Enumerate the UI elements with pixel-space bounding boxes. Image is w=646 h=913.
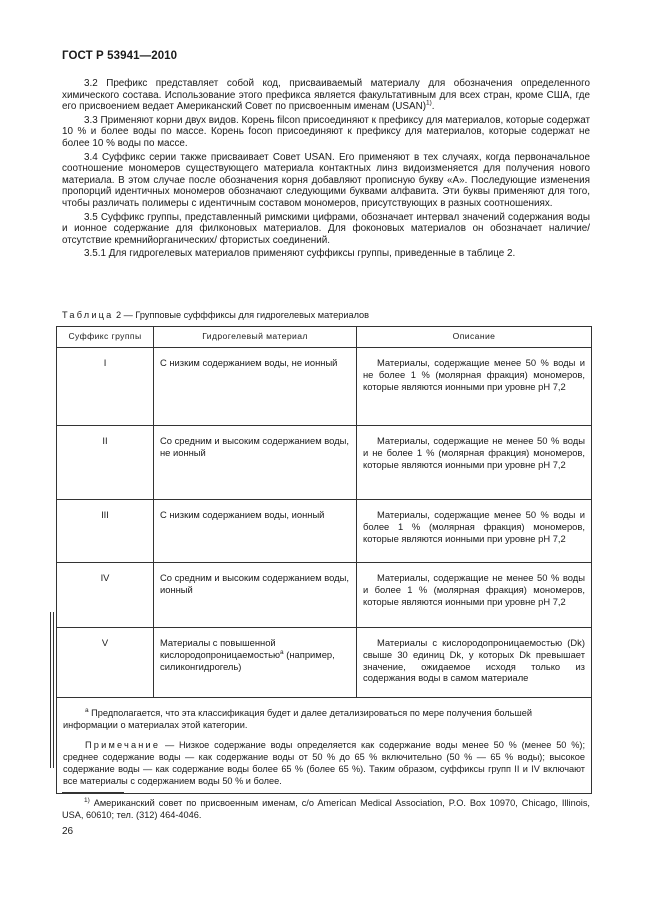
footnote-divider [62, 792, 124, 793]
standard-header: ГОСТ Р 53941—2010 [62, 50, 178, 62]
paragraph-3-5: 3.5 Суффикс группы, представленный римскими цифрами, обозначает интервал значений содержания воды и ионное содержание для филконовых материалов. Для фоконовых материалов он обозначает наличие/отсутствие кремнийорганических/ фтористых соединений. [62, 211, 590, 246]
table-header-row [57, 327, 592, 348]
cell-material: Материалы с повышенной кислородопроницаемостью$^a$ (например, силиконгидрогель) [154, 628, 357, 698]
table-row [57, 628, 592, 698]
footnote-ref: 1) [426, 99, 432, 107]
cell-suffix: V [57, 628, 154, 698]
cell-description: Материалы, содержащие не менее 50 % воды и не более 1 % (молярная фракция) мономеров, которые являются ионными при уровне рН 7,2 [357, 426, 592, 500]
table-row [57, 426, 592, 500]
cell-description: Материалы, содержащие менее 50 % воды и более 1 % (молярная фракция) мономеров, которые являются ионными при уровне рН 7,2 [357, 500, 592, 563]
page-footnote: $^{1)}$ Американский совет по присвоенным именам, c/o American Medical Association, P.O. Box 10970, Chicago, Illinois, USA, 60610; тел. (312) 464-4046. [62, 796, 590, 820]
cell-material: Со средним и высоким содержанием воды, не ионный [154, 426, 357, 500]
revision-margin-bar [50, 612, 54, 768]
header-material: Гидрогелевый материал [154, 327, 357, 348]
cell-suffix: II [57, 426, 154, 500]
table-row [57, 563, 592, 628]
paragraph-3-5-1: 3.5.1 Для гидрогелевых материалов применяют суффиксы группы, приведенные в таблице 2. [84, 248, 516, 260]
group-suffix-table [56, 326, 592, 794]
cell-material: С низким содержанием воды, ионный [154, 500, 357, 563]
footnote-a-ref: a [280, 648, 284, 656]
cell-material: С низким содержанием воды, не ионный [154, 348, 357, 426]
page-number: 26 [62, 826, 74, 837]
cell-description: Материалы, содержащие менее 50 % воды и не более 1 % (молярная фракция) мономеров, которые являются ионными при уровне рН 7,2 [357, 348, 592, 426]
cell-suffix: IV [57, 563, 154, 628]
cell-material: Со средним и высоким содержанием воды, ионный [154, 563, 357, 628]
table-footnote-a: $^a$ Предполагается, что эта классификация будет и далее детализироваться по мере получения большей информации о материалах этой категории. [63, 706, 533, 730]
paragraph-3-2: 3.2 Префикс представляет собой код, присваиваемый материалу для обозначения определенного химического состава. Использование этого префикса является факультативным для всех стран, кроме США, где его присвоением ведает Американский Совет по присвоенным именам (USAN)$^{1)}$. [62, 78, 590, 113]
table-row [57, 348, 592, 426]
table-row [57, 500, 592, 563]
table-caption: Таблица 2 — Групповые суфффиксы для гидрогелевых материалов [62, 310, 370, 320]
table-notes-row [57, 698, 592, 794]
paragraph-3-3: 3.3 Применяют корни двух видов. Корень filcon присоединяют к префиксу для материалов, которые содержат 10 % и более воды по массе. Корень focon присоединяют к префиксу для материалов, которые содержат не более 10 % воды по массе. [62, 114, 590, 149]
header-suffix: Суффикс группы [57, 327, 154, 348]
paragraph-3-4: 3.4 Суффикс серии также присваивает Совет USAN. Его применяют в тех случаях, когда первоначальное соотношение мономеров существующего материала контактных линз видоизменяется для получения нового материала. В этом случае после обозначения корня добавляют прописную букву «A». Последующие изменения пропорций идентичных мономеров обозначают следующими буквами алфавита. Эти буквы применяют для того, чтобы различать полимеры с идентичным составом мономеров, присутствующих в разных соотношениях. [62, 151, 590, 209]
cell-suffix: I [57, 348, 154, 426]
cell-suffix: III [57, 500, 154, 563]
body-text [62, 78, 590, 260]
header-description: Описание [357, 327, 592, 348]
cell-description: Материалы с кислородопроницаемостью (Dk) свыше 30 единиц Dk, у которых Dk превышает значение, ожидаемое исходя только из содержания воды в самом материале [357, 628, 592, 698]
table-note: Примечание — Низкое содержание воды определяется как содержание воды менее 50 % (менее 50 %); среднее содержание воды — как содержание воды от 50 % до 65 % включительно (50 % — 65 % воды); высокое содержание воды — как содержание воды более 65 % (более 65 %). Таким образом, суффиксы групп II и IV включают все материалы с содержанием воды 50 % и более. [63, 740, 585, 786]
cell-description: Материалы, содержащие не менее 50 % воды и более 1 % (молярная фракция) мономеров, которые являются ионными при уровне рН 7,2 [357, 563, 592, 628]
table-notes [57, 698, 592, 794]
